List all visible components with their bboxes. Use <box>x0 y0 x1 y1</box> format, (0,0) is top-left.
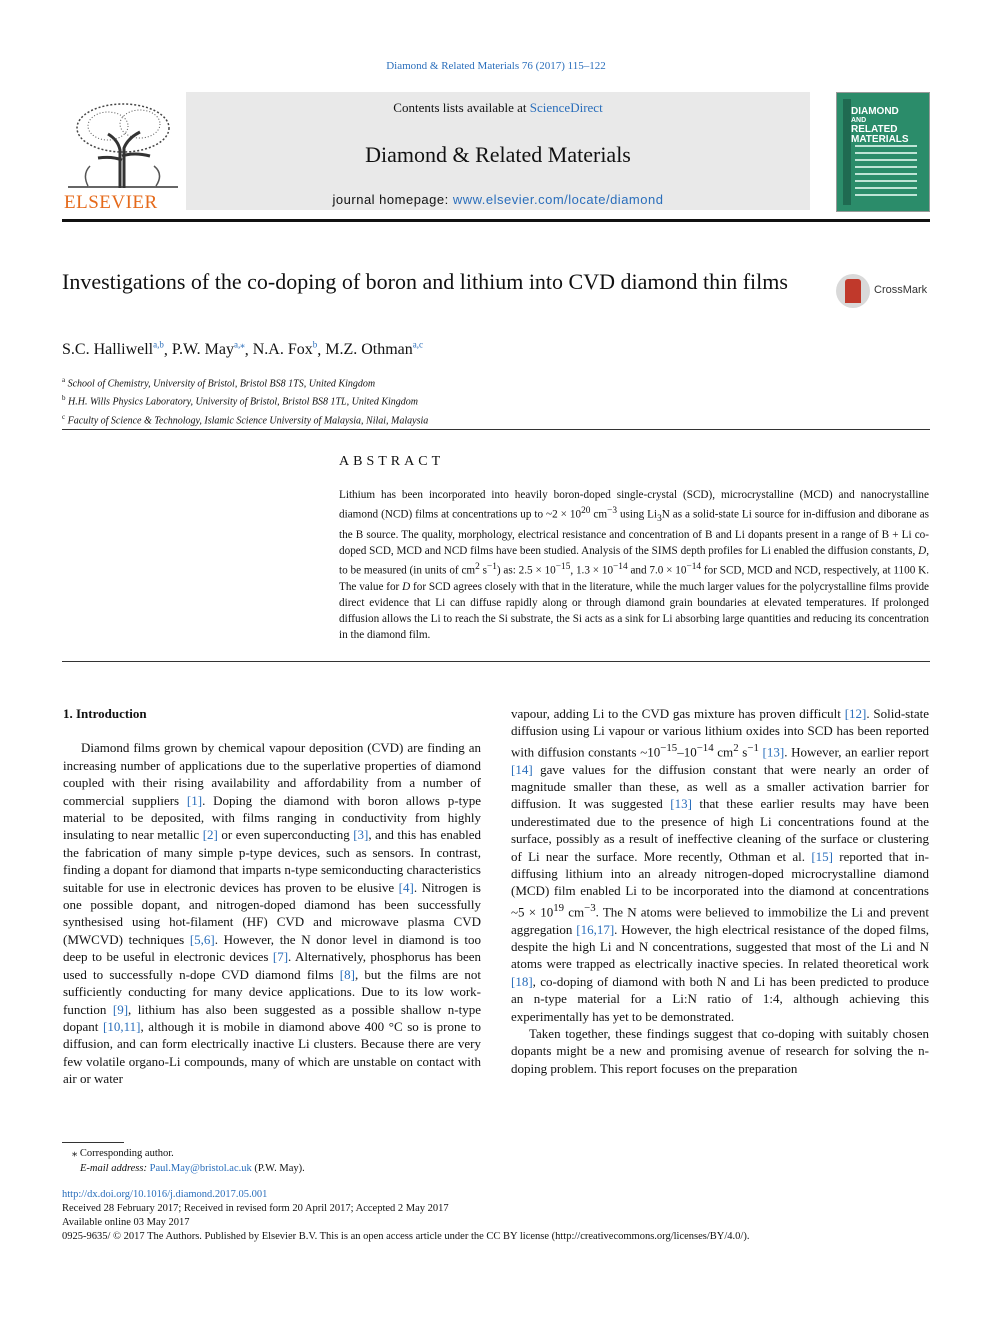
footnote <box>62 1146 305 1176</box>
journal-cover-thumbnail[interactable] <box>836 92 930 212</box>
sciencedirect-link[interactable]: ScienceDirect <box>529 100 603 115</box>
body-paragraph: Taken together, these findings suggest that co-doping with suitably chosen dopants might be a new and promising avenue of research for solving the n-doping problem. This report focuses on the preparation <box>511 1025 929 1076</box>
publisher-name: ELSEVIER <box>64 192 158 213</box>
body-paragraph: Diamond films grown by chemical vapour deposition (CVD) are finding an increasing number of applications due to the superlative properties of diamond coupled with their rising availability and affordability from a number of commercial suppliers [1]. Doping the diamond with boron allows p-type material to be deposited, with films ranging in conductivity from highly insulating to near metallic [2] or even superconducting [3], and this has enabled the fabrication of many simple p-type devices, such as sensors. In contrast, finding a dopant for diamond that imparts n-type semiconducting characteristics suitable for use in electronic devices has proven to be elusive [4]. Nitrogen is one possible dopant, and nitrogen-doped diamond has been successfully synthesised using hot-filament (HF) CVD and microwave plasma CVD (MWCVD) techniques [5,6]. However, the N donor level in diamond is too deep to be useful in electronic devices [7]. Alternatively, phosphorus has been used to successfully n-dope CVD diamond films [8], but the films are not sufficiently conducting for many device applications. Due to its low work-function [9], lithium has also been suggested as a possible shallow n-type dopant [10,11], although it is mobile in diamond above 400 °C so is prone to diffusion, and can form electrically inactive Li clusters. Because there are very few volatile organo-Li compounds, many of which are unstable on contact with air or water <box>63 740 482 1087</box>
available-date: Available online 03 May 2017 <box>62 1217 190 1228</box>
contents-line <box>186 100 810 116</box>
header-rule <box>62 219 930 222</box>
abstract-heading: ABSTRACT <box>339 454 445 469</box>
abstract-top-rule <box>62 429 930 430</box>
corresponding-note: ⁎ Corresponding author. <box>72 1148 174 1159</box>
affiliation: $^a$ School of Chemistry, University of Bristol, Bristol BS8 1TS, United Kingdom <box>62 376 376 390</box>
author[interactable]: N.A. Fox$^b$ <box>252 340 318 359</box>
abstract-text: Lithium has been incorporated into heavily boron-doped single-crystal (SCD), microcrystalline (MCD) and nanocrystalline diamond (NCD) films at concentrations up to ~2 × $10^{20}$ $cm^{-3}$ using $Li_3N$ as a solid-state Li source for in-diffusion and diborane as the B source. The quality, morphology, electrical resistance and concentration of B and Li dopants present in a range of B + Li co-doped SCD, MCD and NCD films have been studied. Analysis of the SIMS depth profiles for Li enabled the diffusion constants, D, to be measured (in units of $cm^2$ $s^{-1}$) as: $2.5 \times 10^{-15}$, $1.3 \times 10^{-14}$ and $7.0 \times 10^{-14}$ for SCD, MCD and NCD, respectively, at 1100 K. The value for D for SCD agrees closely with that in the literature, while the much larger values for the polycrystalline films provide direct evidence that Li can diffuse rapidly along or through diamond grain boundaries at elevated temperatures. If prolonged diffusion allows the Li to reach the Si substrate, the Si acts as a sink for Li absorbing large quantities and reducing its concentration in the diamond film. <box>339 489 930 641</box>
body-column-right <box>511 705 929 1077</box>
homepage-prefix: journal homepage: <box>332 192 453 207</box>
journal-banner <box>186 92 810 210</box>
license-line: 0925-9635/ © 2017 The Authors. Published by Elsevier B.V. This is an open access article under the CC BY license (http://creativecommons.org/licenses/BY/4.0/). <box>62 1231 750 1242</box>
author[interactable]: S.C. Halliwell$^{a,b}$ <box>62 340 164 359</box>
affiliation: $^b$ H.H. Wills Physics Laboratory, University of Bristol, Bristol BS8 1TL, United Kingdom <box>62 394 419 408</box>
abstract-bottom-rule <box>62 661 930 662</box>
crossmark-label: CrossMark <box>874 284 928 296</box>
email-line: E-mail address: Paul.May@bristol.ac.uk (P.W. May). <box>80 1163 305 1174</box>
author[interactable]: M.Z. Othman$^{a,c}$ <box>325 340 424 359</box>
doi-link[interactable]: http://dx.doi.org/10.1016/j.diamond.2017.05.001 <box>62 1189 268 1200</box>
author[interactable]: P.W. May$^{a,⁎}$ <box>171 340 245 359</box>
article-info <box>62 1188 749 1244</box>
footnote-rule <box>62 1142 124 1143</box>
body-column-left <box>63 705 481 1088</box>
elsevier-logo[interactable] <box>62 92 184 212</box>
cover-band <box>843 99 851 205</box>
section-heading: 1. Introduction <box>63 706 147 721</box>
body-paragraph: vapour, adding Li to the CVD gas mixture has proven difficult [12]. Solid-state diffusion using Li vapour or various lithium oxides into SCD has been reported with diffusion constants $\sim 10^{-15}-10^{-14}$ $cm^2$ $s^{-1}$ [13]. However, an earlier report [14] gave values for the diffusion constant that were nearly an order of magnitude smaller than these, as well as a smaller activation barrier for diffusion. It was suggested [13] that these earlier results may have been underestimated due to the presence of high Li concentrations found at the surface, possibly as a result of ineffective cleaning of the surface or clustering of Li near the surface. More recently, Othman et al. [15] reported that in-diffusing lithium into an already nitrogen-doped microcrystalline diamond (MCD) film enabled Li to be incorporated into the diamond at concentrations ~5 × $10^{19}$ $cm^{-3}$. The N atoms were believed to immobilize the Li and prevent aggregation [16,17]. However, the high electrical resistance of the doped films, despite the high Li and N concentrations, suggested that most of the Li and N atoms were trapped as electrically inactive species. In related theoretical work [18], co-doping of diamond with both N and Li has been predicted to produce an n-type material for a Li:N ratio of 1:4, although achieving this experimentally has yet to be demonstrated. <box>511 706 930 1024</box>
homepage-line <box>186 192 810 207</box>
journal-citation[interactable]: Diamond & Related Materials 76 (2017) 115–122 <box>386 60 606 72</box>
homepage-link[interactable]: www.elsevier.com/locate/diamond <box>452 192 664 207</box>
cover-title: DIAMOND AND RELATED MATERIALS <box>851 106 909 145</box>
affiliation: $^c$ Faculty of Science & Technology, Islamic Science University of Malaysia, Nilai, Malaysia <box>62 412 429 426</box>
journal-name: Diamond & Related Materials <box>365 142 631 167</box>
crossmark-icon <box>836 274 870 308</box>
received-dates: Received 28 February 2017; Received in revised form 20 April 2017; Accepted 2 May 2017 <box>62 1203 449 1214</box>
journal-header <box>62 92 930 212</box>
tree-icon <box>68 100 178 188</box>
contents-prefix: Contents lists available at <box>393 100 530 115</box>
crossmark-badge[interactable] <box>836 274 932 310</box>
email-link[interactable]: Paul.May@bristol.ac.uk <box>149 1163 252 1174</box>
author-list: S.C. Halliwell$^{a,b}$, P.W. May$^{a,⁎}$, N.A. Fox$^b$, M.Z. Othman$^{a,c}$ <box>62 340 424 359</box>
article-title: Investigations of the co-doping of boron and lithium into CVD diamond thin films <box>62 269 788 294</box>
affiliation-list <box>62 373 428 428</box>
cover-decoration <box>855 145 917 201</box>
